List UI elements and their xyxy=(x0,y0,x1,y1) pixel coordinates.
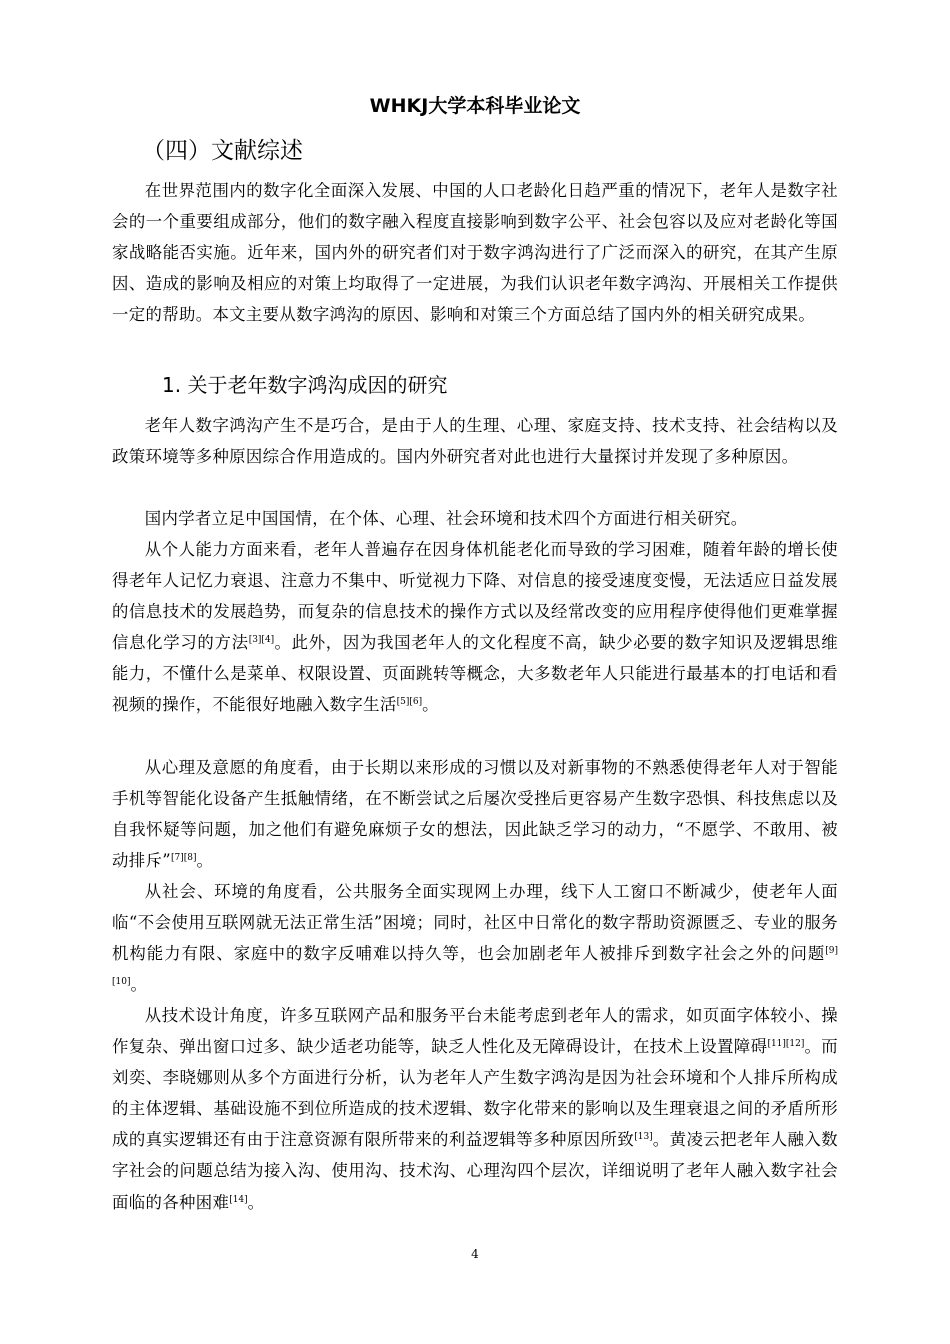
subsection-heading: 1. 关于老年数字鸿沟成因的研究 xyxy=(162,373,448,397)
psychology-paragraph xyxy=(112,752,838,876)
paragraph-text: 从个人能力方面来看，老年人普遍存在因身体机能老化而导致的学习困难，随着年龄的增长使得老年人记忆力衰退、注意力不集中、听觉视力下降、对信息的接受速度变慢，无法适应日益发展的信息技术的发展趋势，而复杂的信息技术的操作方式以及经常改变的应用程序使得他们更难掌握信息化学习的方法 xyxy=(112,540,838,653)
paragraph-text: 。而刘奕、李晓娜则从多个方面进行分析，认为老年人产生数字鸿沟是因为社会环境和个人排斥所构成的主体逻辑、基础设施不到位所造成的技术逻辑、数字化带来的影响以及生理衰退之间的矛盾所形成的真实逻辑还有由于注意资源有限所带来的利益逻辑等多种原因所致 xyxy=(112,1037,839,1150)
paragraph-text: 。 xyxy=(130,975,148,995)
technology-paragraph xyxy=(112,1000,838,1218)
paragraph-text: 。 xyxy=(422,695,439,715)
paragraph-text: 从技术设计角度，许多互联网产品和服务平台未能考虑到老年人的需求，如页面字体较小、操作复杂、弹出窗口过多、缺少适老功能等，缺乏人性化及无障碍设计，在技术上设置障碍 xyxy=(112,1006,838,1057)
citation: [5][6] xyxy=(396,697,423,708)
citation: [11][12] xyxy=(767,1039,805,1050)
page-header: WHKJ大学本科毕业论文 xyxy=(369,95,581,117)
section-heading: （四）文献综述 xyxy=(142,138,303,164)
citation: [14] xyxy=(229,1194,248,1205)
domestic-paragraph: 国内学者立足中国国情，在个体、心理、社会环境和技术四个方面进行相关研究。 xyxy=(144,509,748,528)
paragraph-text: 从心理及意愿的角度看，由于长期以来形成的习惯以及对新事物的不熟悉使得老年人对于智能手机等智能化设备产生抵触情绪，在不断尝试之后屡次受挫后更容易产生数字恐惧、科技焦虑以及自我怀疑等问题，加之他们有避免麻烦子女的想法，因此缺乏学习的动力，“不愿学、不敢用、被动排斥” xyxy=(112,758,838,871)
paragraph-text: 。此外，因为我国老年人的文化程度不高，缺少必要的数字知识及逻辑思维能力，不懂什么是菜单、权限设置、页面跳转等概念，大多数老年人只能进行最基本的打电话和看视频的操作，不能很好地融入数字生活 xyxy=(112,633,838,715)
paragraph-text: 。黄凌云把老年人融入数字社会的问题总结为接入沟、使用沟、技术沟、心理沟四个层次，详细说明了老年人融入数字社会面临的各种困难 xyxy=(112,1130,838,1212)
citation: [13] xyxy=(634,1132,653,1143)
paragraph-text: 从社会、环境的角度看，公共服务全面实现网上办理，线下人工窗口不断减少，使老年人面临“不会使用互联网就无法正常生活”困境；同时，社区中日常化的数字帮助资源匮乏、专业的服务机构能力有限、家庭中的数字反哺难以持久等，也会加剧老年人被排斥到数字社会之外的问题 xyxy=(112,882,838,964)
citation: [9][10] xyxy=(112,946,838,988)
individual-paragraph xyxy=(112,534,838,721)
page-number: 4 xyxy=(471,1247,479,1261)
social-paragraph xyxy=(112,876,838,1000)
citation: [7][8] xyxy=(170,853,197,864)
paragraph-text: 。 xyxy=(247,1192,265,1212)
intro-paragraph: 在世界范围内的数字化全面深入发展、中国的人口老龄化日趋严重的情况下，老年人是数字社会的一个重要组成部分，他们的数字融入程度直接影响到数字公平、社会包容以及应对老龄化等国家战略能否实施。近年来，国内外的研究者们对于数字鸿沟进行了广泛而深入的研究，在其产生原因、造成的影响及相应的对策上均取得了一定进展，为我们认识老年数字鸿沟、开展相关工作提供一定的帮助。本文主要从数字鸿沟的原因、影响和对策三个方面总结了国内外的相关研究成果。 xyxy=(112,181,838,325)
citation: [3][4] xyxy=(248,635,275,646)
causes-paragraph: 老年人数字鸿沟产生不是巧合，是由于人的生理、心理、家庭支持、技术支持、社会结构以及政策环境等多种原因综合作用造成的。国内外研究者对此也进行大量探讨并发现了多种原因。 xyxy=(112,416,838,467)
paragraph-text: 。 xyxy=(196,851,214,871)
